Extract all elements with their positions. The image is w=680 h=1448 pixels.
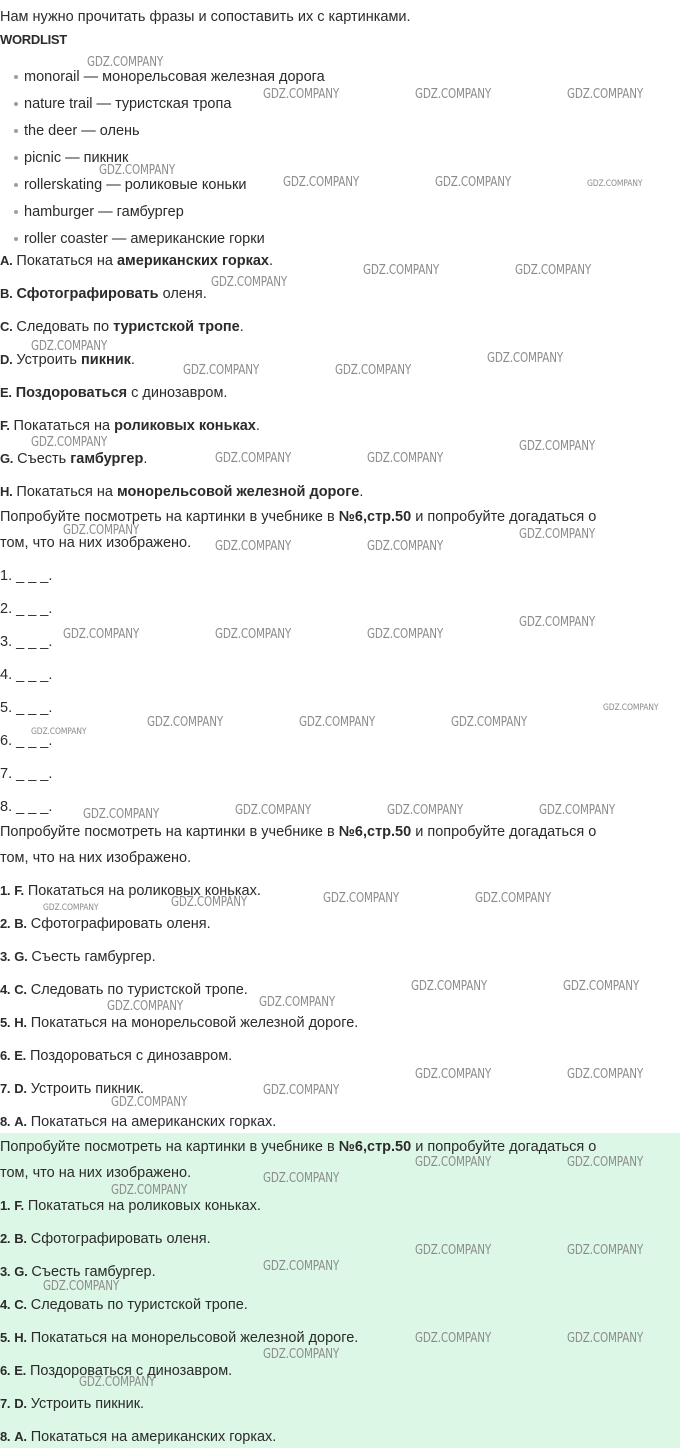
watermark: GDZ.COMPANY — [283, 175, 360, 190]
task-instruction-line2: том, что на них изображено. — [0, 535, 192, 551]
wordlist-title: WORDLIST — [0, 32, 67, 47]
phrase-item: E. Поздороваться с динозавром. — [0, 385, 228, 401]
watermark: GDZ.COMPANY — [31, 435, 108, 450]
answer-blank: 5. _ _ _. — [0, 700, 53, 716]
answer-item: 1. F. Покататься на роликовых коньках. — [0, 883, 261, 899]
watermark: GDZ.COMPANY — [263, 1083, 340, 1098]
answer-item: 7. D. Устроить пикник. — [0, 1081, 145, 1097]
answer-item: 4. C. Следовать по туристской тропе. — [0, 982, 248, 998]
wordlist-item: nature trail — туристская тропа — [14, 95, 231, 113]
wordlist-item: rollerskating — роликовые коньки — [14, 176, 246, 194]
watermark: GDZ.COMPANY — [435, 175, 512, 190]
watermark: GDZ.COMPANY — [171, 895, 248, 910]
answer-item: 8. A. Покататься на американских горках. — [0, 1114, 277, 1130]
answer-item: 2. B. Сфотографировать оленя. — [0, 916, 211, 932]
watermark: GDZ.COMPANY — [43, 903, 99, 913]
watermark: GDZ.COMPANY — [183, 363, 260, 378]
watermark: GDZ.COMPANY — [567, 1243, 644, 1258]
watermark: GDZ.COMPANY — [263, 1171, 340, 1186]
watermark: GDZ.COMPANY — [563, 979, 640, 994]
watermark: GDZ.COMPANY — [567, 87, 644, 102]
watermark: GDZ.COMPANY — [387, 803, 464, 818]
bullet-icon — [14, 102, 18, 106]
answer-item: 3. G. Съесть гамбургер. — [0, 1264, 156, 1280]
wordlist-item: picnic — пикник — [14, 149, 128, 167]
wordlist-item: the deer — олень — [14, 122, 140, 140]
task-instruction: Попробуйте посмотреть на картинки в учебнике в №6,стр.50 и попробуйте догадаться о — [0, 1139, 597, 1155]
watermark: GDZ.COMPANY — [539, 803, 616, 818]
watermark: GDZ.COMPANY — [415, 1067, 492, 1082]
phrase-item: F. Покататься на роликовых коньках. — [0, 418, 260, 434]
watermark: GDZ.COMPANY — [107, 999, 184, 1014]
bullet-icon — [14, 129, 18, 133]
wordlist-item: hamburger — гамбургер — [14, 203, 184, 221]
answer-blank: 1. _ _ _. — [0, 568, 53, 584]
answer-item: 6. E. Поздороваться с динозавром. — [0, 1363, 233, 1379]
answer-blank: 6. _ _ _. — [0, 733, 53, 749]
bullet-icon — [14, 183, 18, 187]
watermark: GDZ.COMPANY — [363, 263, 440, 278]
watermark: GDZ.COMPANY — [31, 339, 108, 354]
watermark: GDZ.COMPANY — [367, 451, 444, 466]
answer-blank: 8. _ _ _. — [0, 799, 53, 815]
watermark: GDZ.COMPANY — [79, 1375, 156, 1390]
bullet-icon — [14, 156, 18, 160]
answer-blank: 3. _ _ _. — [0, 634, 53, 650]
task-instruction-line2: том, что на них изображено. — [0, 1165, 192, 1181]
phrase-item: H. Покататься на монорельсовой железной дороге. — [0, 484, 364, 500]
watermark: GDZ.COMPANY — [519, 615, 596, 630]
answer-blank: 2. _ _ _. — [0, 601, 53, 617]
answer-blank: 4. _ _ _. — [0, 667, 53, 683]
answer-item: 3. G. Съесть гамбургер. — [0, 949, 156, 965]
watermark: GDZ.COMPANY — [519, 439, 596, 454]
watermark: GDZ.COMPANY — [411, 979, 488, 994]
answer-item: 8. A. Покататься на американских горках. — [0, 1429, 277, 1445]
task-instruction: Попробуйте посмотреть на картинки в учебнике в №6,стр.50 и попробуйте догадаться о — [0, 824, 597, 840]
intro-text: Нам нужно прочитать фразы и сопоставить их с картинками. — [0, 9, 411, 25]
watermark: GDZ.COMPANY — [31, 727, 87, 737]
watermark: GDZ.COMPANY — [87, 55, 164, 70]
watermark: GDZ.COMPANY — [451, 715, 528, 730]
watermark: GDZ.COMPANY — [567, 1331, 644, 1346]
phrase-item: B. Сфотографировать оленя. — [0, 286, 207, 302]
watermark: GDZ.COMPANY — [567, 1067, 644, 1082]
watermark: GDZ.COMPANY — [603, 703, 659, 713]
watermark: GDZ.COMPANY — [83, 807, 160, 822]
watermark: GDZ.COMPANY — [43, 1279, 120, 1294]
watermark: GDZ.COMPANY — [263, 1259, 340, 1274]
watermark: GDZ.COMPANY — [567, 1155, 644, 1170]
watermark: GDZ.COMPANY — [111, 1183, 188, 1198]
watermark: GDZ.COMPANY — [367, 539, 444, 554]
watermark: GDZ.COMPANY — [63, 627, 140, 642]
watermark: GDZ.COMPANY — [259, 995, 336, 1010]
watermark: GDZ.COMPANY — [335, 363, 412, 378]
phrase-item: D. Устроить пикник. — [0, 352, 135, 368]
task-instruction-line2: том, что на них изображено. — [0, 850, 192, 866]
watermark: GDZ.COMPANY — [475, 891, 552, 906]
wordlist-item: roller coaster — американские горки — [14, 230, 265, 248]
answer-item: 1. F. Покататься на роликовых коньках. — [0, 1198, 261, 1214]
watermark: GDZ.COMPANY — [63, 523, 140, 538]
watermark: GDZ.COMPANY — [299, 715, 376, 730]
watermark: GDZ.COMPANY — [111, 1095, 188, 1110]
watermark: GDZ.COMPANY — [147, 715, 224, 730]
bullet-icon — [14, 237, 18, 241]
watermark: GDZ.COMPANY — [235, 803, 312, 818]
watermark: GDZ.COMPANY — [587, 179, 643, 189]
watermark: GDZ.COMPANY — [487, 351, 564, 366]
watermark: GDZ.COMPANY — [215, 451, 292, 466]
watermark: GDZ.COMPANY — [415, 1243, 492, 1258]
watermark: GDZ.COMPANY — [215, 539, 292, 554]
watermark: GDZ.COMPANY — [415, 1155, 492, 1170]
watermark: GDZ.COMPANY — [215, 627, 292, 642]
watermark: GDZ.COMPANY — [519, 527, 596, 542]
watermark: GDZ.COMPANY — [367, 627, 444, 642]
bullet-icon — [14, 210, 18, 214]
answer-item: 5. H. Покататься на монорельсовой железной дороге. — [0, 1015, 359, 1031]
phrase-item: C. Следовать по туристской тропе. — [0, 319, 244, 335]
watermark: GDZ.COMPANY — [263, 1347, 340, 1362]
answer-item: 6. E. Поздороваться с динозавром. — [0, 1048, 233, 1064]
phrase-item: G. Съесть гамбургер. — [0, 451, 148, 467]
answer-item: 5. H. Покататься на монорельсовой железной дороге. — [0, 1330, 359, 1346]
answer-item: 4. C. Следовать по туристской тропе. — [0, 1297, 248, 1313]
watermark: GDZ.COMPANY — [415, 1331, 492, 1346]
answer-item: 7. D. Устроить пикник. — [0, 1396, 145, 1412]
watermark: GDZ.COMPANY — [415, 87, 492, 102]
bullet-icon — [14, 75, 18, 79]
task-instruction: Попробуйте посмотреть на картинки в учебнике в №6,стр.50 и попробуйте догадаться о — [0, 509, 597, 525]
watermark: GDZ.COMPANY — [263, 87, 340, 102]
watermark: GDZ.COMPANY — [323, 891, 400, 906]
phrase-item: A. Покататься на американских горках. — [0, 253, 273, 269]
answer-blank: 7. _ _ _. — [0, 766, 53, 782]
watermark: GDZ.COMPANY — [99, 163, 176, 178]
watermark: GDZ.COMPANY — [211, 275, 288, 290]
wordlist-item: monorail — монорельсовая железная дорога — [14, 68, 325, 86]
watermark: GDZ.COMPANY — [515, 263, 592, 278]
answer-item: 2. B. Сфотографировать оленя. — [0, 1231, 211, 1247]
